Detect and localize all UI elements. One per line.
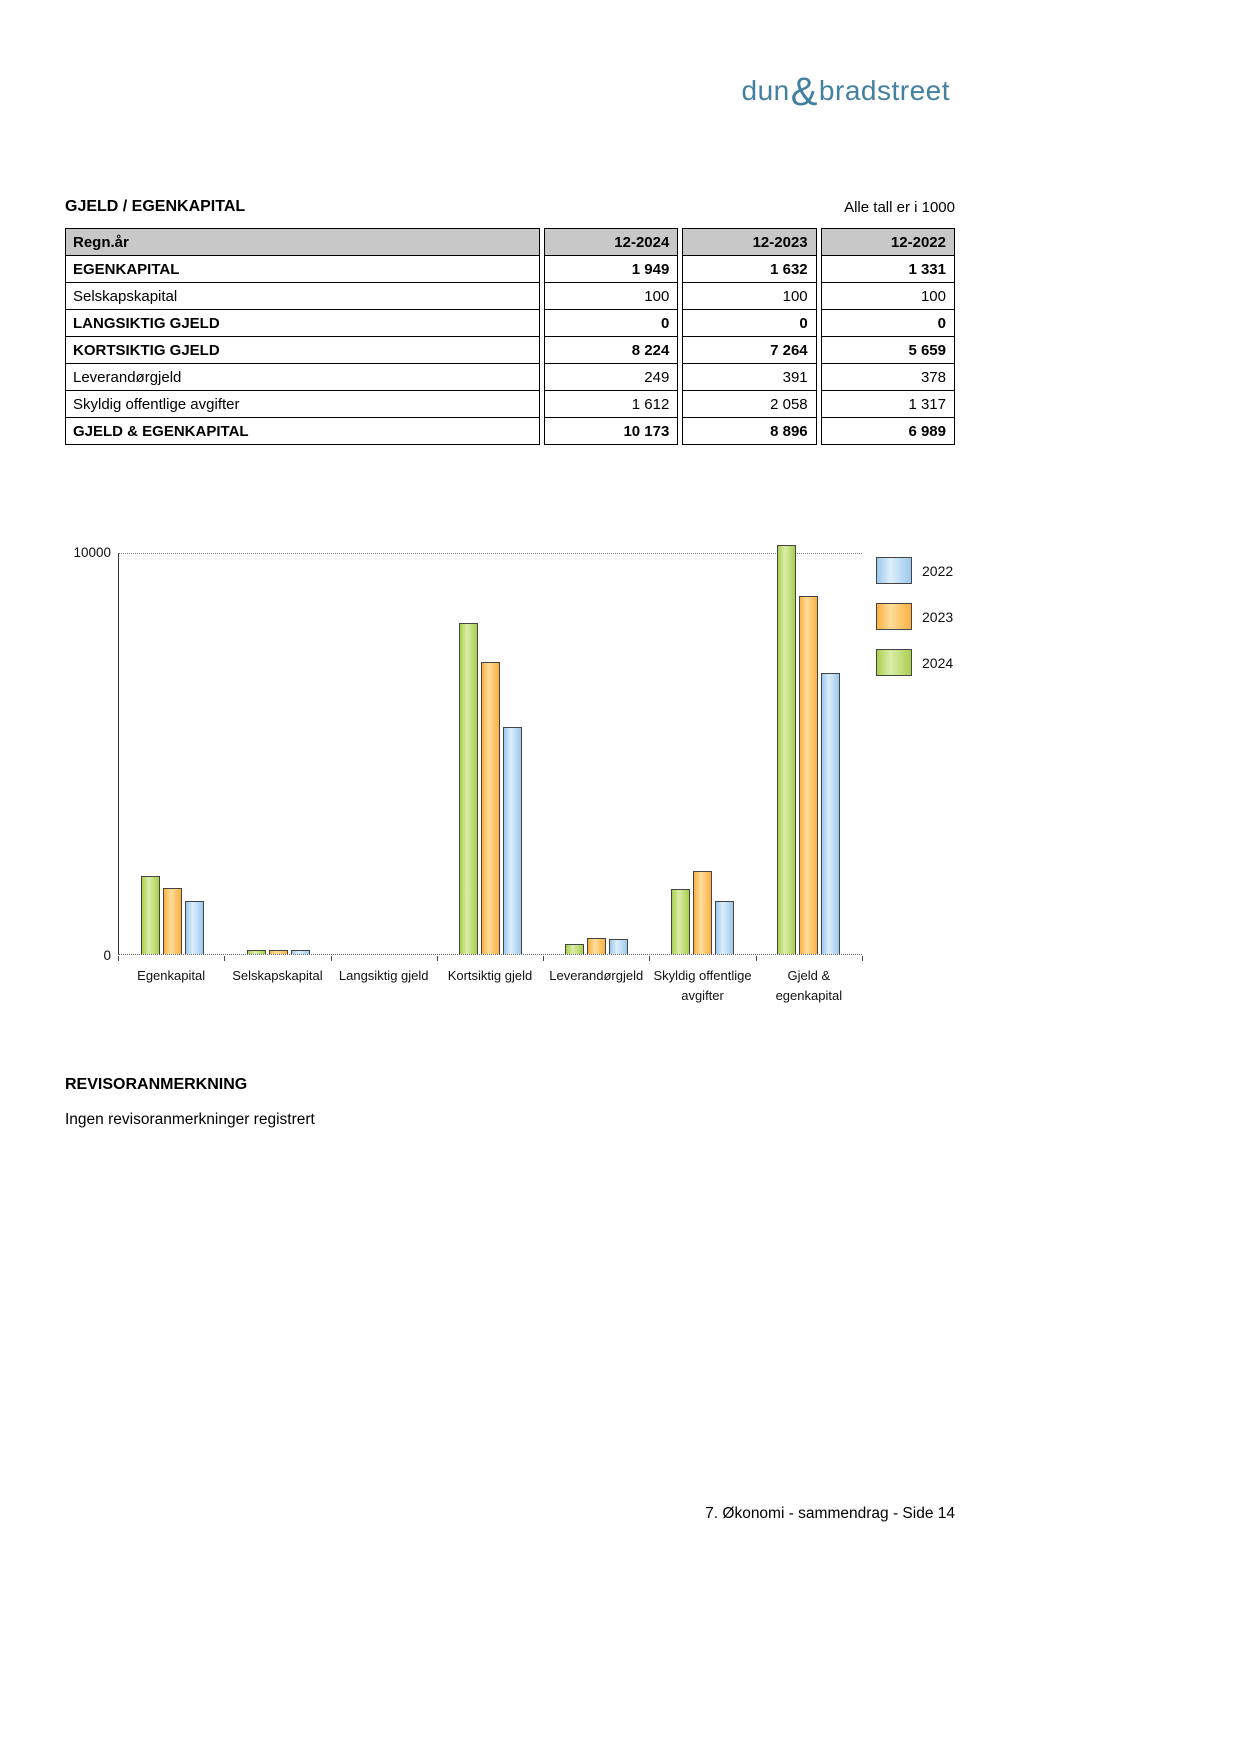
cell-value: 249 [544, 363, 678, 391]
auditor-remark-section [65, 1076, 315, 1129]
category-label: Skyldig offentlige avgifter [653, 968, 752, 1003]
cell-value: 2 058 [682, 390, 816, 418]
cell-value: 378 [821, 363, 955, 391]
bar-2022 [821, 673, 840, 954]
category-label: Leverandørgjeld [549, 968, 644, 983]
cell-value: 10 173 [544, 417, 678, 445]
page-footer: 7. Økonomi - sammendrag - Side 14 [705, 1505, 955, 1522]
cell-value: 1 331 [821, 255, 955, 283]
bar-2022 [291, 950, 310, 954]
x-axis-tick [649, 956, 650, 961]
bar-2023 [693, 871, 712, 954]
category-label: Selskapskapital [232, 968, 323, 983]
table-row [65, 417, 955, 445]
cell-value: 8 224 [544, 336, 678, 364]
row-label: Selskapskapital [65, 282, 540, 310]
cell-value: 8 896 [682, 417, 816, 445]
x-axis-tick [756, 956, 757, 961]
bar-2023 [799, 596, 818, 954]
x-axis-tick [331, 956, 332, 961]
auditor-remark-text: Ingen revisoranmerkninger registrert [65, 1111, 315, 1128]
bar-2024 [671, 889, 690, 954]
bar-2024 [777, 545, 796, 954]
category-label: Kortsiktig gjeld [447, 968, 533, 983]
cell-value: 0 [821, 309, 955, 337]
table-row [65, 282, 955, 310]
bar-group [119, 554, 225, 954]
section-header [65, 198, 955, 216]
table-row [65, 336, 955, 364]
bar-group [225, 554, 331, 954]
logo-ampersand-icon: & [790, 70, 818, 114]
bar-2024 [247, 950, 266, 954]
cell-value: 100 [821, 282, 955, 310]
bar-2023 [481, 662, 500, 954]
bar-group [544, 554, 650, 954]
table-row [65, 255, 955, 283]
bar-group [650, 554, 756, 954]
bar-2023 [163, 888, 182, 954]
x-axis-tick [543, 956, 544, 961]
col-header-label: Regn.år [65, 228, 540, 256]
cell-value: 1 612 [544, 390, 678, 418]
plot-area [118, 553, 862, 955]
logo-text-right: bradstreet [818, 75, 950, 106]
legend-item [876, 603, 953, 630]
y-axis-tick-max: 10000 [73, 545, 111, 560]
row-label: Skyldig offentlige avgifter [65, 390, 540, 418]
legend-item [876, 557, 953, 584]
col-header-year: 12-2023 [682, 228, 816, 256]
col-header-year: 12-2022 [821, 228, 955, 256]
row-label: KORTSIKTIG GJELD [65, 336, 540, 364]
row-label: GJELD & EGENKAPITAL [65, 417, 540, 445]
bar-2023 [587, 938, 606, 954]
row-label: LANGSIKTIG GJELD [65, 309, 540, 337]
cell-value: 0 [544, 309, 678, 337]
bar-2023 [269, 950, 288, 954]
legend-item [876, 649, 953, 676]
financial-table [65, 228, 955, 445]
bar-2022 [185, 901, 204, 955]
bar-group [756, 554, 862, 954]
legend-swatch [876, 603, 912, 630]
bar-2024 [141, 876, 160, 954]
legend-swatch [876, 649, 912, 676]
legend-label: 2023 [922, 608, 954, 625]
table-row [65, 309, 955, 337]
units-note: Alle tall er i 1000 [844, 199, 955, 216]
cell-value: 5 659 [821, 336, 955, 364]
category-label: Langsiktig gjeld [338, 968, 429, 983]
table-row [65, 363, 955, 391]
x-axis-tick [118, 956, 119, 961]
cell-value: 391 [682, 363, 816, 391]
cell-value: 1 317 [821, 390, 955, 418]
y-axis-tick-zero: 0 [103, 948, 111, 963]
dnb-logo [742, 70, 950, 115]
col-header-year: 12-2024 [544, 228, 678, 256]
bar-group [331, 554, 437, 954]
x-axis-tick [437, 956, 438, 961]
row-label: Leverandørgjeld [65, 363, 540, 391]
section-title: GJELD / EGENKAPITAL [65, 198, 246, 215]
bar-2022 [609, 939, 628, 954]
cell-value: 7 264 [682, 336, 816, 364]
cell-value: 6 989 [821, 417, 955, 445]
table-row [65, 390, 955, 418]
bar-group [437, 554, 543, 954]
auditor-remark-title: REVISORANMERKNING [65, 1076, 248, 1093]
x-axis-tick [224, 956, 225, 961]
bar-2024 [459, 623, 478, 954]
legend-label: 2022 [922, 562, 954, 579]
legend-label: 2024 [922, 654, 954, 671]
legend-swatch [876, 557, 912, 584]
bar-2022 [715, 901, 734, 954]
chart-legend [876, 557, 953, 695]
row-label: EGENKAPITAL [65, 255, 540, 283]
cell-value: 1 632 [682, 255, 816, 283]
cell-value: 0 [682, 309, 816, 337]
bar-chart [65, 545, 965, 1013]
cell-value: 100 [682, 282, 816, 310]
category-label: Egenkapital [137, 968, 206, 983]
logo-text-left: dun [741, 75, 790, 106]
x-axis-tick [862, 956, 863, 961]
category-label: Gjeld & egenkapital [775, 968, 843, 1003]
cell-value: 100 [544, 282, 678, 310]
bar-2022 [503, 727, 522, 955]
table-header-row [65, 228, 955, 256]
category-labels [118, 966, 862, 1005]
cell-value: 1 949 [544, 255, 678, 283]
bar-2024 [565, 944, 584, 954]
